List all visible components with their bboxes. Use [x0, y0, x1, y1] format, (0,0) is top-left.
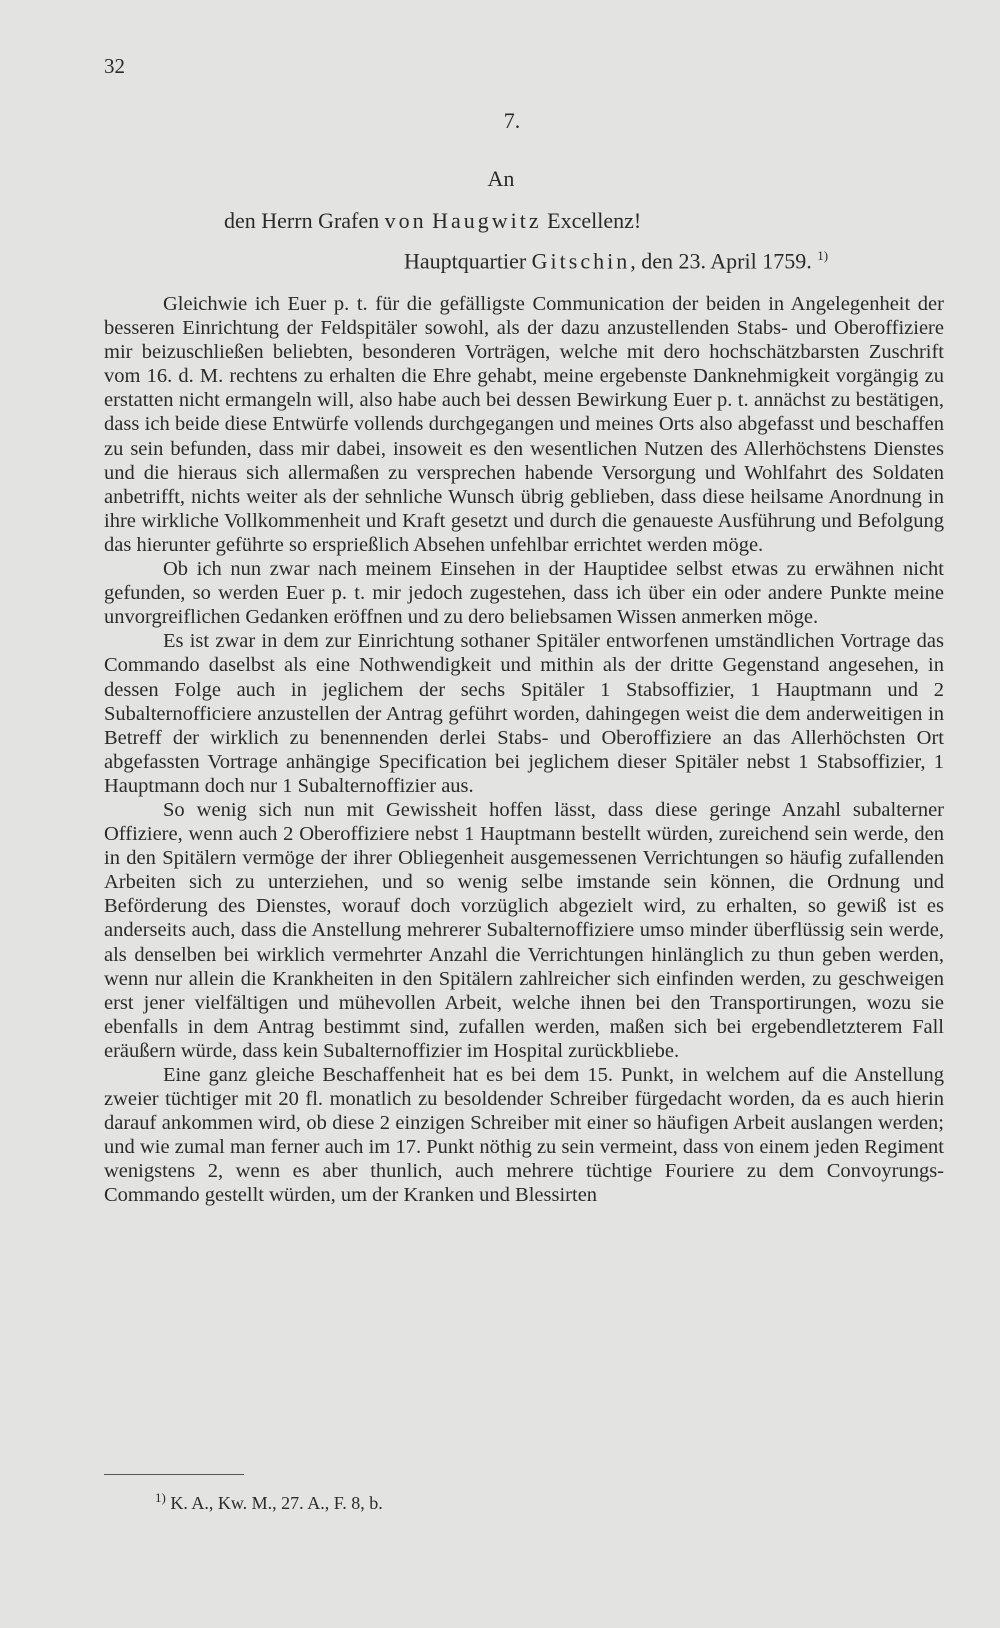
footnote	[155, 1490, 383, 1514]
paragraph: Gleichwie ich Euer p. t. für die gefälligste Communication der beiden in Angelegenheit der besseren Einrichtung der Feldspitäler sowohl, als der dazu anzustellenden Stabs- und Oberoffiziere mir beizuschließen beliebten, besonderen Vorträgen, welche mit dero hochschätzbarsten Zuschrift vom 16. d. M. rechtens zu erhalten die Ehre gehabt, meine ergebenste Danknehmigkeit vorgängig zu erstatten nicht ermangeln will, also habe auch bei dessen Bewirkung Euer p. t. annächst zu bestätigen, dass ich beide diese Entwürfe vollends durchgegangen und meines Orts also abgefasst und beschaffen zu sein befunden, dass mir dabei, insoweit es den wesentlichen Nutzen des Allerhöchstens Dienstes und die hieraus sich allermaßen zu versprechen habende Versorgung und Wohlfahrt des Soldaten anbetrifft, nichts weiter als der sehnliche Wunsch übrig geblieben, dass diese heilsame Anordnung in ihre wirkliche Vollkommenheit und Kraft gesetzt und durch die genaueste Ausführung und Befolgung das hierunter geführte so ersprießlich Absehen unfehlbar errichtet werden möge.	[104, 293, 944, 556]
addressee-prefix: den Herrn Grafen	[224, 208, 385, 233]
paragraph: So wenig sich nun mit Gewissheit hoffen lässt, dass diese geringe Anzahl subalterner Offiziere, wenn auch 2 Oberoffiziere nebst 1 Hauptmann bestellt würden, zureichend sein werde, den in den Spitälern vermöge der ihrer Obliegenheit ausgemessenen Verrichtungen so häufig zufallenden Arbeiten sich zu unterziehen, und so wenig selbe imstande sein können, die Ordnung und Beförderung des Dienstes, worauf doch vorzüglich abgezielt wird, zu erhalten, so gewiß ist es anderseits auch, dass die Anstellung mehrerer Subalternoffiziere umso minder überflüssig sein werde, als denselben bei wirklich vermehrter Anzahl die Verrichtungen hinlänglich zu thun geben werden, wenn nur allein die Krankheiten in den Spitälern zahlreicher sich einfinden werden, zu geschweigen erst jener vielfältigen und mühevollen Arbeit, welche ihnen bei den Transportirungen, wozu sie ebenfalls in dem Antrag bestimmt sind, zufallen werden, maßen sich bei ergebendletzterem Fall eräußern würde, dass kein Subalternoffizier im Hospital zurückbliebe.	[104, 798, 944, 1062]
footnote-marker: 1)	[155, 1490, 166, 1505]
paragraph: Ob ich nun zwar nach meinem Einsehen in der Hauptidee selbst etwas zu erwähnen nicht gefunden, so werden Euer p. t. mir jedoch zugestehen, dass ich über ein oder andere Punkte meine unvorgreiflichen Gedanken eröffnen und zu dero beliebsamen Wissen anmerken möge.	[104, 558, 944, 629]
place-date-line	[404, 248, 828, 274]
place-date-prefix: Hauptquartier	[404, 248, 532, 274]
place-date-suffix: , den 23. April 1759.	[630, 248, 812, 274]
addressee-von: von	[384, 208, 427, 233]
footnote-divider	[104, 1474, 244, 1475]
place-name: Gitschin	[531, 248, 631, 274]
salutation-an: An	[487, 166, 515, 191]
footnote-text: K. A., Kw. M., 27. A., F. 8, b.	[165, 1493, 383, 1513]
page-number: 32	[104, 54, 125, 78]
addressee-line	[224, 208, 641, 234]
letter-number: 7.	[503, 108, 521, 133]
paragraph: Es ist zwar in dem zur Einrichtung sothaner Spitäler entworfenen umständlichen Vortrage das Commando daselbst als eine Nothwendigkeit und mithin als der dritte Gegenstand angesehen, in dessen Folge auch in jeglichem der sechs Spitäler 1 Stabsoffizier, 1 Hauptmann und 2 Subalternofficiere anzustellen der Antrag geführt worden, dahingegen weist die dem anderweitigen in Betreff der wirklich zu benennenden derlei Stabs- und Oberoffiziere an das Allerhöchsten Ort abgefassten Vortrage anhängige Specification bei jeglichem dieser Spitäler nebst 1 Stabsoffizier, 1 Hauptmann doch nur 1 Subalternoffizier aus.	[104, 630, 944, 797]
addressee-name: Haugwitz	[432, 208, 542, 233]
addressee-suffix: Excellenz!	[541, 208, 642, 233]
letter-body	[104, 292, 944, 1208]
footnote-reference: 1)	[817, 248, 829, 263]
paragraph: Eine ganz gleiche Beschaffenheit hat es bei dem 15. Punkt, in welchem auf die Anstellung zweier tüchtiger mit 20 fl. monatlich zu besoldender Schreiber fürgedacht worden, da es auch hierin darauf ankommen wird, ob diese 2 einzigen Schreiber mit einer so häufigen Arbeit auslangen werden; und wie zumal man ferner auch im 17. Punkt nöthig zu sein vermeint, dass von einem jeden Regiment wenigstens 2, wenn es aber thunlich, auch mehrere tüchtige Fouriere zu dem Convoyrungs-Commando gestellt würden, um der Kranken und Blessirten	[104, 1064, 944, 1207]
